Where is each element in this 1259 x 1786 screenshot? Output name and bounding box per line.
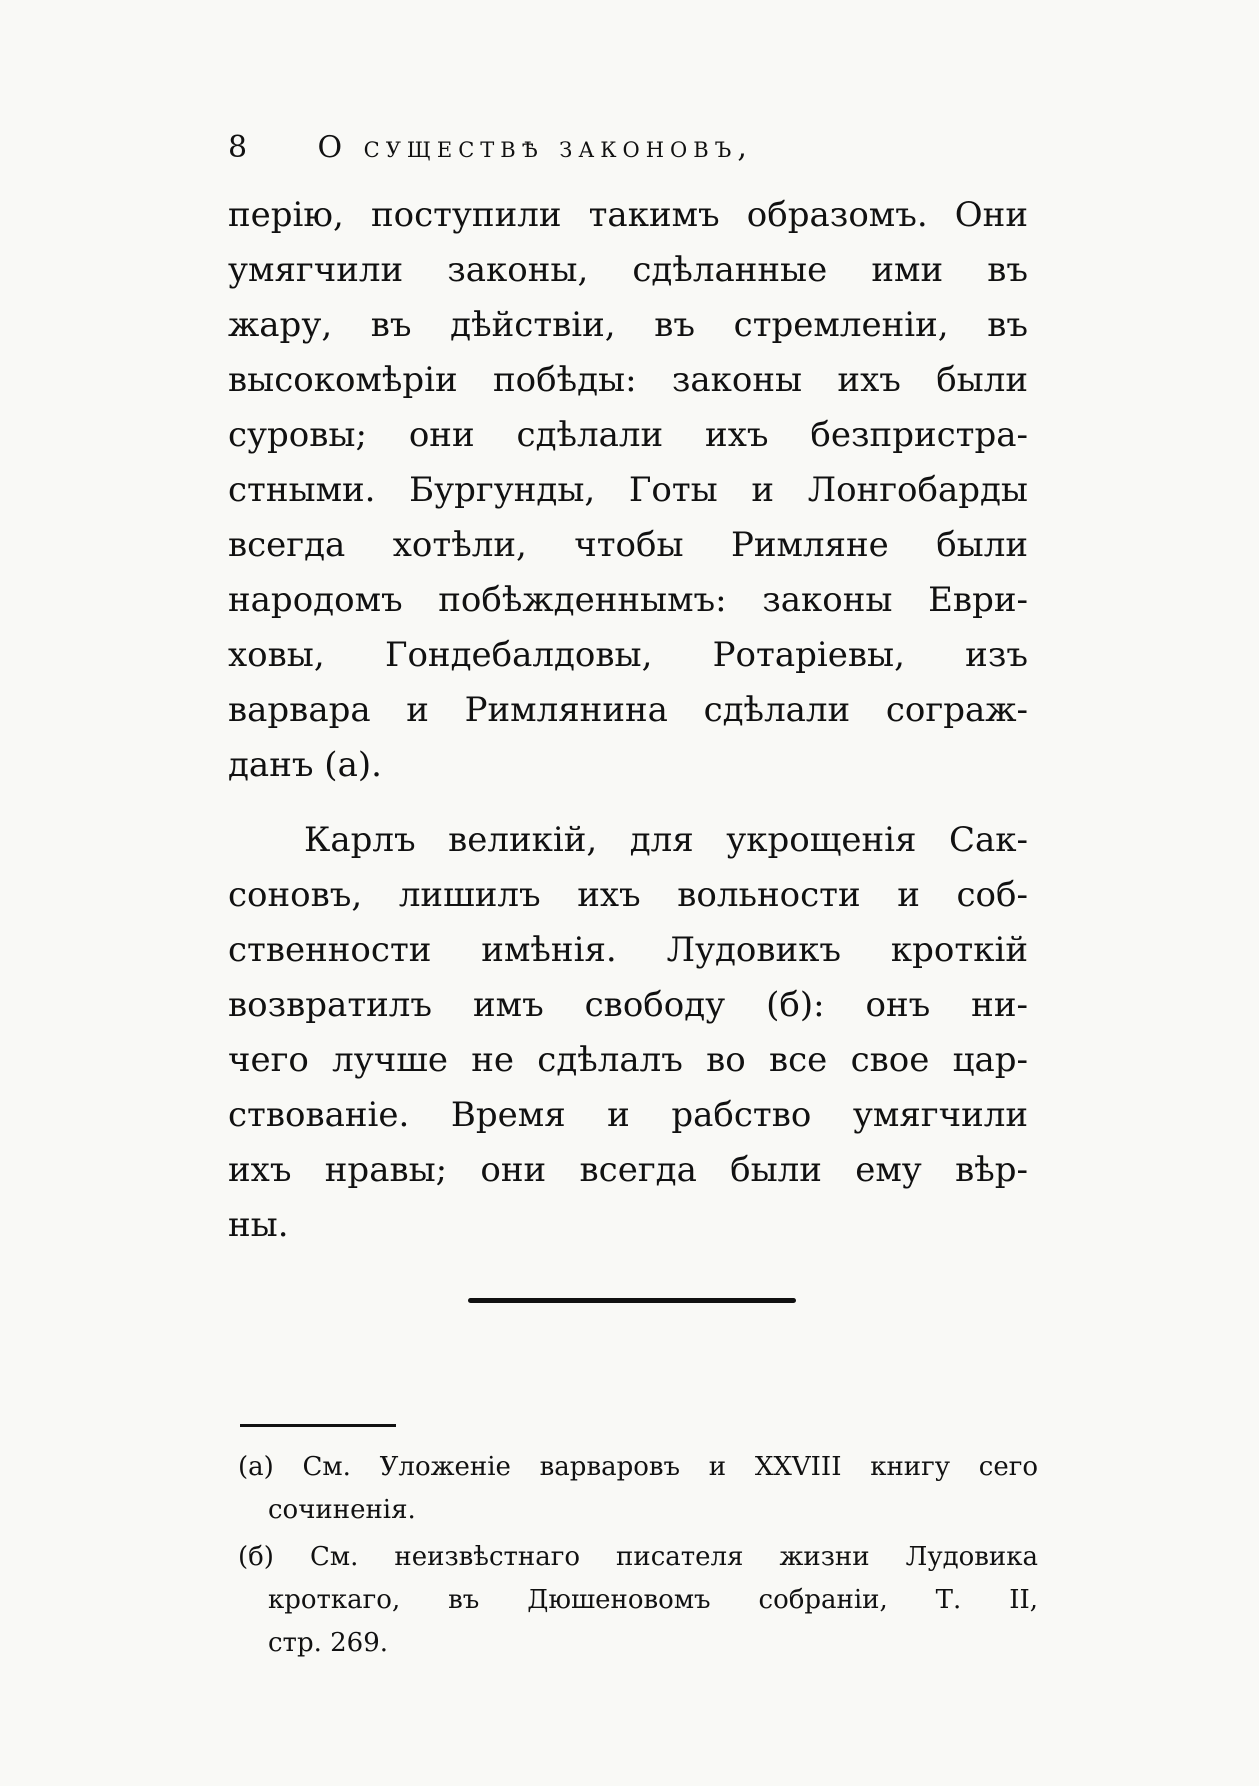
text-line: стными. Бургунды, Готы и Лонгобарды — [228, 470, 1028, 510]
footnote-separator — [240, 1424, 396, 1427]
text-line: суровы; они сдѣлали ихъ безпристра- — [228, 415, 1028, 455]
text-line: ихъ нравы; они всегда были ему вѣр- — [228, 1150, 1028, 1190]
body-text — [228, 188, 1028, 1253]
footnote-line: сочиненія. — [268, 1495, 416, 1525]
paragraph-2 — [228, 813, 1028, 1253]
text-line: чего лучше не сдѣлалъ во все свое цар- — [228, 1040, 1028, 1080]
footnote-line: (б) См. неизвѣстнаго писателя жизни Лудовика — [238, 1542, 1038, 1572]
running-title: О существѣ законовъ, — [317, 130, 753, 165]
footnote-line: кроткаго, въ Дюшеновомъ собраніи, Т. II, — [268, 1585, 1038, 1615]
text-line: Карлъ великій, для укрощенія Сак- — [304, 820, 1028, 860]
text-line: перію, поступили такимъ образомъ. Они — [228, 195, 1028, 235]
footnote-a — [238, 1446, 1038, 1532]
text-line: варвара и Римлянина сдѣлали сограж- — [228, 690, 1028, 730]
text-line: высокомѣріи побѣды: законы ихъ были — [228, 360, 1028, 400]
text-line: данъ (а). — [228, 745, 382, 785]
footnote-line: стр. 269. — [268, 1628, 389, 1658]
footnote-line: (а) См. Уложеніе варваровъ и XXVIII книгу сего — [238, 1452, 1038, 1482]
section-divider-rule — [468, 1298, 796, 1303]
page-number: 8 — [228, 130, 248, 165]
text-line: возвратилъ имъ свободу (б): онъ ни- — [228, 985, 1028, 1025]
text-line: жару, въ дѣйствіи, въ стремленіи, въ — [228, 305, 1028, 345]
text-line: ховы, Гондебалдовы, Ротаріевы, изъ — [228, 635, 1028, 675]
text-line: соновъ, лишилъ ихъ вольности и соб- — [228, 875, 1028, 915]
text-line: народомъ побѣжденнымъ: законы Еври- — [228, 580, 1028, 620]
running-head — [228, 128, 1028, 168]
paragraph-1 — [228, 188, 1028, 793]
text-line: умягчили законы, сдѣланные ими въ — [228, 250, 1028, 290]
text-line: ны. — [228, 1205, 289, 1245]
footnote-b — [238, 1536, 1038, 1665]
text-line: ственности имѣнія. Лудовикъ кроткій — [228, 930, 1028, 970]
text-line: ствованіе. Время и рабство умягчили — [228, 1095, 1028, 1135]
text-line: всегда хотѣли, чтобы Римляне были — [228, 525, 1028, 565]
footnotes — [238, 1446, 1038, 1669]
